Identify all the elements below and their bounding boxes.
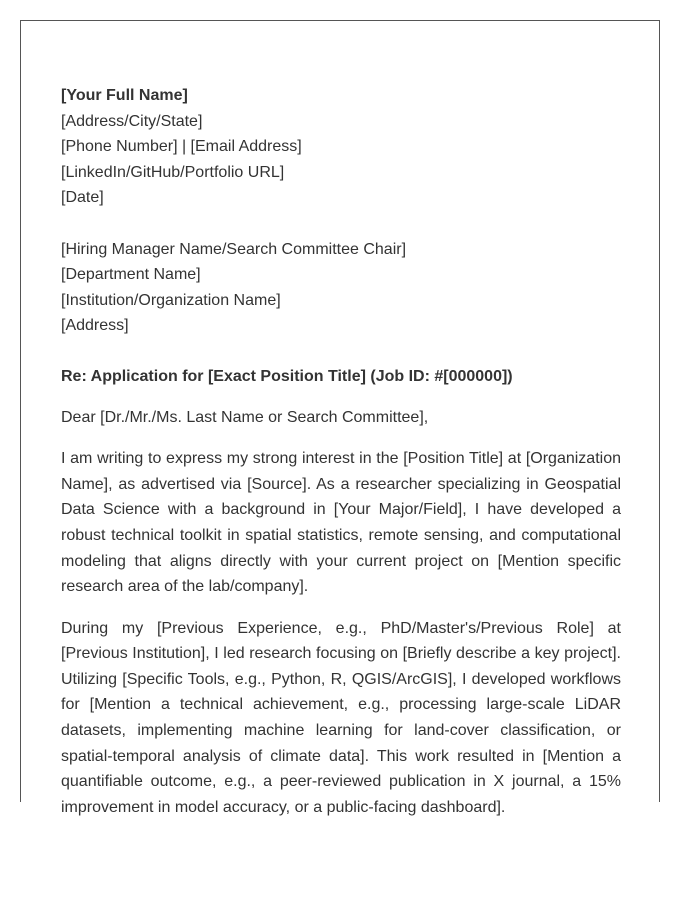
sender-address: [Address/City/State] [61,112,203,130]
body-paragraph-2: During my [Previous Experience, e.g., PhD/Master's/Previous Role] at [Previous Institution], I led research focusing on [Briefly describe a key project]. Utilizing [Specific Tools, e.g., Python, R, QGIS/ArcGIS], I developed workflows for [Mention a technical achievement, e.g., processing large-scale LiDAR datasets, implementing machine learning for land-cover classification, or spatial-temporal analysis of climate data]. This work resulted in [Mention a quantifiable outcome, e.g., a peer-reviewed publication in X journal, a 15% improvement in model accuracy, or a public-facing dashboard]. [61,619,621,816]
letter-page [20,20,660,816]
letter-date: [Date] [61,189,104,207]
recipient-block [61,237,621,339]
letter-content [61,83,621,820]
salutation: Dear [Dr./Mr./Ms. Last Name or Search Committee], [61,408,429,426]
subject-line: Re: Application for [Exact Position Title] (Job ID: #[000000]) [61,367,513,385]
sender-contact: [Phone Number] | [Email Address] [61,138,302,156]
body-paragraph-1: I am writing to express my strong interest in the [Position Title] at [Organization Name], as advertised via [Source]. As a researcher specializing in Geospatial Data Science with a background in [Your Major/Field], I have developed a robust technical toolkit in spatial statistics, remote sensing, and computational modeling that aligns directly with your current project on [Mention specific research area of the lab/company]. [61,450,621,596]
recipient-department: [Department Name] [61,266,201,284]
recipient-organization: [Institution/Organization Name] [61,291,281,309]
sender-block [61,83,621,211]
sender-url: [LinkedIn/GitHub/Portfolio URL] [61,163,285,181]
sender-name: [Your Full Name] [61,87,188,104]
recipient-address: [Address] [61,317,129,335]
block-spacer [61,211,621,237]
recipient-name: [Hiring Manager Name/Search Committee Chair] [61,240,407,258]
